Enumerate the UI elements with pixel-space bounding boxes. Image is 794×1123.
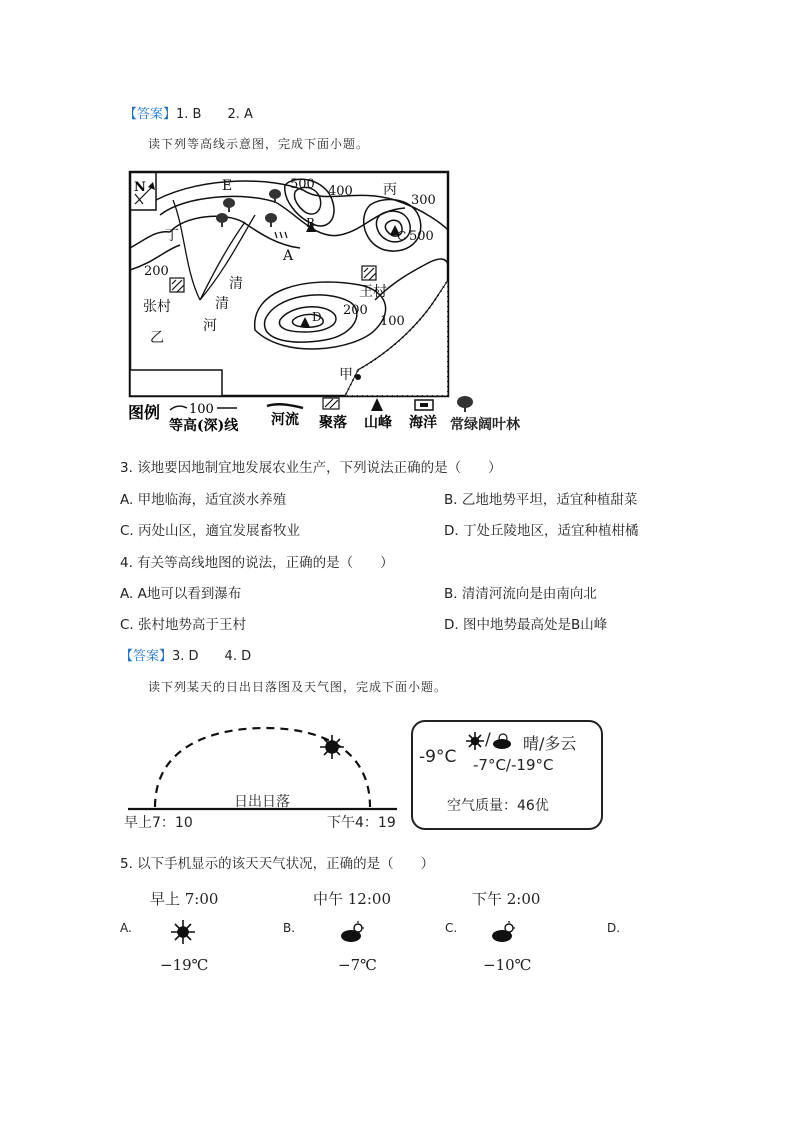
map-legend [128,396,473,434]
river-char: 清 [229,276,243,292]
legend-peak: 山峰 [364,415,392,431]
settlement-icon [362,266,376,280]
label-B: B [306,216,315,230]
q3-option-a: A. 甲地临海，适宜淡水养殖 [120,492,287,508]
answer-tag: 【答案】 [124,107,177,122]
jia-dot [355,374,361,380]
temp-b: −7℃ [338,956,377,974]
label-A: A [283,248,294,264]
contour-100: 100 [380,314,405,329]
q3-option-d: D. 丁处丘陵地区，适宜种植柑橘 [444,523,639,539]
temp-range: -7°C/-19°C [473,756,554,774]
contour-400: 400 [328,184,353,199]
q5-label-a: A. [120,921,132,935]
q4-option-c: C. 张村地势高于王村 [120,617,247,633]
weather-card [411,720,603,830]
partly-cloudy-icon [491,920,517,944]
weather-separator: / [485,730,491,750]
label-jia: 甲 [339,367,353,383]
label-yi: 乙 [150,330,164,346]
legend-settlement: 聚落 [319,415,347,431]
partly-cloudy-icon [340,920,366,944]
river-legend-icon [267,404,303,408]
partly-cloudy-icon [493,734,511,749]
legend-forest: 常绿阔叶林 [450,417,520,433]
settlement-icon [170,278,184,292]
legend-title: 图例 [128,403,161,422]
answer-text: 3. D 4. D [172,649,252,664]
sunrise-time: 早上7：10 [124,815,193,831]
river-char: 清 [215,296,229,312]
legend-contour-value: 100 [189,402,214,417]
q4-stem: 4. 有关等高线地图的说法，正确的是（ ） [120,555,394,571]
waterfall-mark [275,232,287,238]
contour-map [125,170,480,435]
sun-icon [466,732,484,750]
legend-river: 河流 [271,412,299,428]
contour-200a: 200 [144,264,169,279]
north-label: N [134,180,146,195]
label-ding: 丁 [165,228,179,244]
peak-icon [300,317,310,327]
time-afternoon: 下午 2:00 [472,890,541,908]
label-E: E [222,178,233,194]
legend-ocean: 海洋 [409,415,437,431]
inset-box [130,370,222,396]
temp-c: −10℃ [483,956,532,974]
label-bing: 丙 [383,182,397,198]
current-temp: -9°C [419,747,457,767]
sun-diagram-title: 日出日落 [234,794,290,810]
q5-label-c: C. [445,921,458,935]
weather-condition: 晴/多云 [523,734,577,753]
peak-legend-icon [371,398,383,411]
answer-text: 1. B 2. A [176,107,253,122]
label-wangcun: 王村 [359,284,387,300]
label-C: C [397,229,407,243]
q5-label-d: D. [607,921,621,935]
answer-tag: 【答案】 [120,649,173,664]
contour-500b: 500 [409,229,434,244]
contour-200b: 200 [343,303,368,318]
q3-option-c: C. 丙处山区，適宜发展畜牧业 [120,523,301,539]
q3-option-b: B. 乙地地势平坦，适宜种植甜菜 [444,492,638,508]
q5-label-b: B. [283,921,296,935]
contour-500a: 500 [290,177,315,192]
contour-300: 300 [411,193,436,208]
q5-stem: 5. 以下手机显示的该天天气状况，正确的是（ ） [120,856,435,872]
answer-line-1 [124,103,253,122]
air-quality: 空气质量：46优 [447,798,549,814]
answer-line-2 [120,645,251,664]
river-char: 河 [203,318,217,334]
temp-a: −19℃ [160,956,209,974]
forest-icon [216,189,281,227]
legend-contour: 等高(深)线 [169,418,239,434]
sun-icon [170,919,196,945]
sunset-time: 下午4：19 [327,815,396,831]
label-zhangcun: 张村 [143,299,171,315]
q4-option-a: A. A地可以看到瀑布 [120,586,242,602]
q4-option-d: D. 图中地势最高处是B山峰 [444,617,608,633]
intro-sun-weather: 读下列某天的日出日落图及天气图，完成下面小题。 [148,680,448,694]
time-morning: 早上 7:00 [150,890,219,908]
label-D: D [312,310,322,324]
intro-contour-map: 读下列等高线示意图，完成下面小题。 [148,137,370,151]
q4-option-b: B. 清清河流向是由南向北 [444,586,597,602]
time-noon: 中午 12:00 [313,890,391,908]
q3-stem: 3. 该地要因地制宜地发展农业生产，下列说法正确的是（ ） [120,460,502,476]
